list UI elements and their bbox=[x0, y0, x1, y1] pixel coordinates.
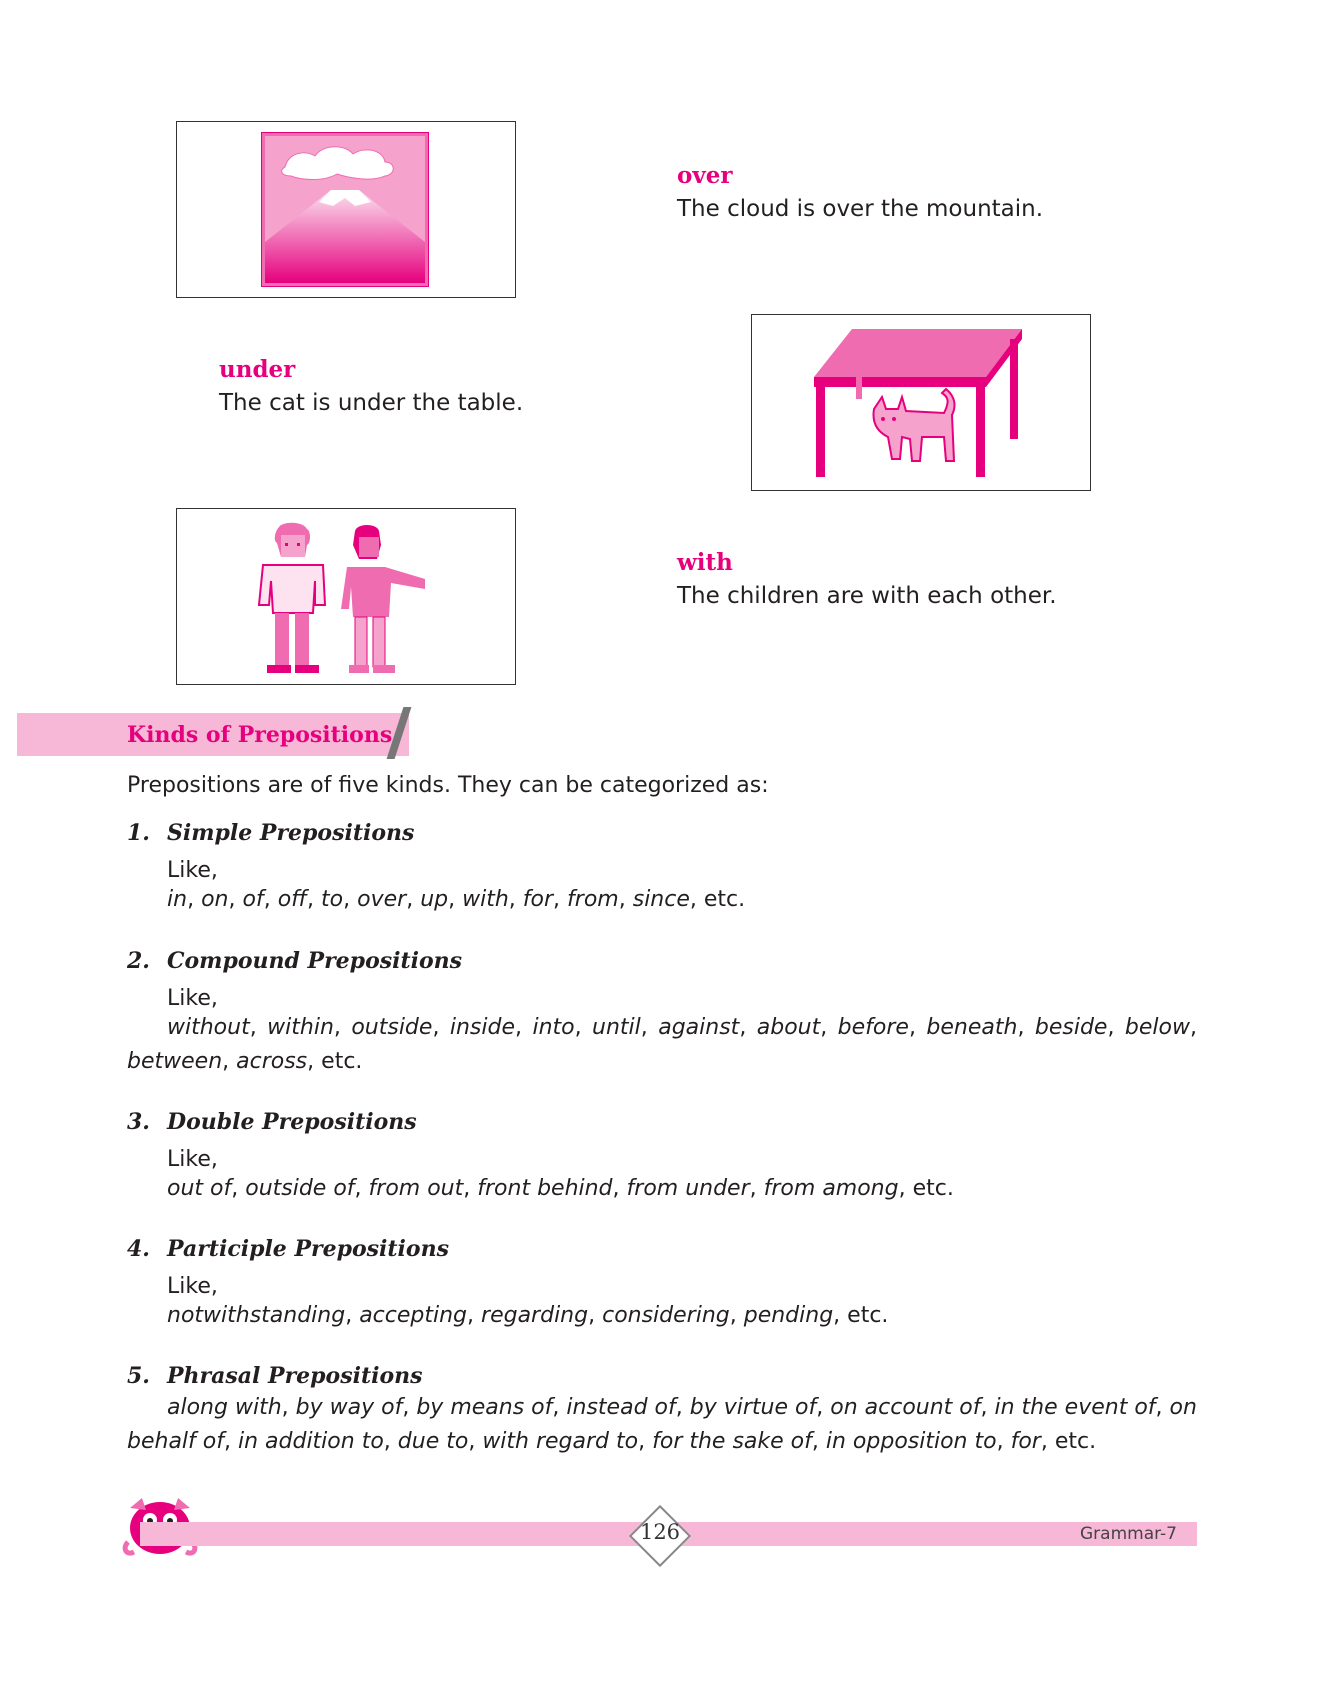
cat-table-image bbox=[812, 327, 1032, 479]
kind-etc: etc. bbox=[703, 887, 746, 912]
example-word: inside bbox=[449, 1015, 516, 1040]
example-word: in the event of bbox=[994, 1395, 1156, 1420]
example-word: pending bbox=[743, 1303, 834, 1328]
word-over: over bbox=[677, 162, 733, 189]
page-number: 126 bbox=[639, 1520, 681, 1544]
example-word: along with bbox=[167, 1395, 282, 1420]
example-word: on bbox=[201, 887, 229, 912]
example-word: accepting bbox=[359, 1303, 468, 1328]
example-word: for the sake of bbox=[652, 1429, 812, 1454]
example-word: from bbox=[567, 887, 619, 912]
example-word: of bbox=[242, 887, 264, 912]
example-word: to bbox=[321, 887, 344, 912]
kind-number: 1. bbox=[127, 820, 150, 846]
kind-heading bbox=[127, 1109, 417, 1135]
kind-examples: without, within, outside, inside, into, until, against, about, before, beneath, beside, below, between, across, etc. bbox=[127, 1015, 1197, 1074]
kind-examples: notwithstanding, accepting, regarding, considering, pending, etc. bbox=[167, 1303, 889, 1328]
example-word: by means of bbox=[416, 1395, 553, 1420]
example-word: until bbox=[592, 1015, 641, 1040]
kind-number: 5. bbox=[127, 1363, 150, 1389]
example-word: over bbox=[357, 887, 407, 912]
example-word: on behalf of bbox=[127, 1395, 1197, 1454]
mountain-cloud-image bbox=[261, 132, 429, 287]
example-word: below bbox=[1124, 1015, 1190, 1040]
kind-title: Simple Prepositions bbox=[167, 820, 415, 846]
kind-examples: along with, by way of, by means of, instead of, by virtue of, on account of, in the event of, on behalf of, in addition to, due to, with regard to, for the sake of, in opposition to, for, etc. bbox=[127, 1395, 1197, 1454]
example-word: for bbox=[522, 887, 554, 912]
kind-title: Participle Prepositions bbox=[167, 1236, 449, 1262]
example-word: since bbox=[632, 887, 690, 912]
kind-etc: etc. bbox=[1054, 1429, 1097, 1454]
kind-title: Double Prepositions bbox=[167, 1109, 417, 1135]
kind-heading bbox=[127, 820, 414, 846]
example-word: from among bbox=[763, 1176, 899, 1201]
word-with: with bbox=[677, 549, 733, 576]
example-word: from out bbox=[368, 1176, 464, 1201]
section-title: Kinds of Prepositions bbox=[127, 722, 393, 748]
children-image bbox=[251, 521, 441, 676]
example-word: beside bbox=[1034, 1015, 1108, 1040]
example-word: with bbox=[462, 887, 509, 912]
kind-heading bbox=[127, 1236, 449, 1262]
example-word: against bbox=[658, 1015, 740, 1040]
example-word: on account of bbox=[830, 1395, 981, 1420]
example-word: front behind bbox=[477, 1176, 613, 1201]
kind-heading bbox=[127, 948, 462, 974]
kind-number: 4. bbox=[127, 1236, 150, 1262]
kind-etc: etc. bbox=[912, 1176, 954, 1201]
example-word: regarding bbox=[481, 1303, 589, 1328]
example-word: in addition to bbox=[237, 1429, 384, 1454]
example-word: without bbox=[167, 1015, 250, 1040]
example-word: across bbox=[236, 1049, 308, 1074]
example-word: due to bbox=[397, 1429, 469, 1454]
example-word: about bbox=[756, 1015, 821, 1040]
kind-heading bbox=[127, 1363, 423, 1389]
example-word: in opposition to bbox=[825, 1429, 997, 1454]
kind-examples: in, on, of, off, to, over, up, with, for, from, since, etc. bbox=[167, 887, 746, 912]
example-word: beneath bbox=[926, 1015, 1018, 1040]
example-word: between bbox=[127, 1049, 223, 1074]
example-word: up bbox=[420, 887, 449, 912]
illustration-over-frame bbox=[176, 121, 516, 298]
example-word: into bbox=[532, 1015, 575, 1040]
kind-title: Phrasal Prepositions bbox=[167, 1363, 423, 1389]
example-word: by way of bbox=[295, 1395, 403, 1420]
example-word: considering bbox=[602, 1303, 730, 1328]
kind-like-label: Like, bbox=[167, 1274, 218, 1299]
example-word: off bbox=[277, 887, 308, 912]
example-word: notwithstanding bbox=[167, 1303, 346, 1328]
example-word: outside of bbox=[245, 1176, 355, 1201]
example-word: instead of bbox=[566, 1395, 676, 1420]
kind-etc: etc. bbox=[847, 1303, 889, 1328]
sentence-under: The cat is under the table. bbox=[219, 390, 524, 416]
kind-etc: etc. bbox=[321, 1049, 363, 1074]
example-word: with regard to bbox=[482, 1429, 639, 1454]
kind-number: 3. bbox=[127, 1109, 150, 1135]
kind-number: 2. bbox=[127, 948, 150, 974]
kind-like-label: Like, bbox=[167, 986, 218, 1011]
example-word: for bbox=[1010, 1429, 1041, 1454]
book-title: Grammar-7 bbox=[1080, 1524, 1177, 1544]
example-word: in bbox=[167, 887, 188, 912]
illustration-under-frame bbox=[751, 314, 1091, 491]
kind-like-label: Like, bbox=[167, 858, 218, 883]
example-word: before bbox=[837, 1015, 909, 1040]
word-under: under bbox=[219, 356, 296, 383]
example-word: outside bbox=[351, 1015, 433, 1040]
kind-examples: out of, outside of, from out, front behind, from under, from among, etc. bbox=[167, 1176, 954, 1201]
example-word: by virtue of bbox=[689, 1395, 817, 1420]
section-intro: Prepositions are of five kinds. They can be categorized as: bbox=[127, 773, 769, 798]
example-word: out of bbox=[167, 1176, 232, 1201]
example-word: from under bbox=[626, 1176, 750, 1201]
kind-like-label: Like, bbox=[167, 1147, 218, 1172]
illustration-with-frame bbox=[176, 508, 516, 685]
example-word: within bbox=[267, 1015, 334, 1040]
sentence-with: The children are with each other. bbox=[677, 583, 1057, 609]
sentence-over: The cloud is over the mountain. bbox=[677, 196, 1044, 222]
kind-title: Compound Prepositions bbox=[167, 948, 463, 974]
